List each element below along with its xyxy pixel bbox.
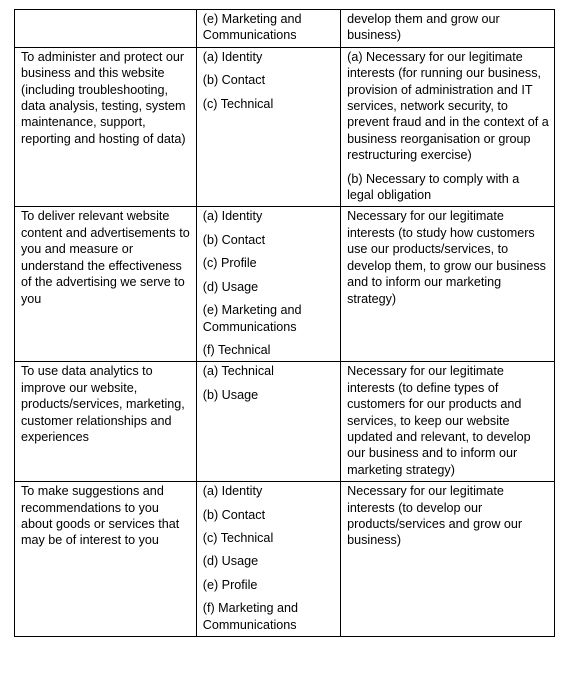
purpose-cell [15, 47, 197, 207]
data-type-list [203, 483, 335, 633]
data-type-item: (e) Marketing and Communications [202, 12, 302, 43]
data-type-list [203, 49, 335, 112]
data-type-item: (c) Technical [202, 530, 274, 545]
data-type-item: (e) Profile [202, 577, 258, 592]
data-type-item: (b) Contact [202, 73, 266, 88]
lawful-basis-cell [341, 47, 555, 207]
data-type-item: (a) Identity [202, 49, 263, 64]
data-type-item: (b) Contact [202, 507, 266, 522]
purpose-text: To administer and protect our business and this website (including troubleshooting, data analysis, testing, system maintenance, support, reporting and hosting of data) [21, 49, 186, 146]
lawful-basis-cell [341, 482, 555, 637]
data-type-list [203, 363, 335, 403]
data-type-item: (b) Usage [202, 387, 259, 402]
data-type-item: (c) Profile [202, 256, 257, 271]
data-type-cell [196, 10, 340, 48]
lawful-basis-list [347, 483, 549, 549]
data-type-item: (b) Contact [202, 232, 266, 247]
table-body [15, 10, 555, 637]
data-type-item: (a) Identity [202, 209, 263, 224]
data-type-item: (f) Technical [202, 342, 271, 357]
lawful-basis-item: (a) Necessary for our legitimate interests (for running our business, provision of administration and IT services, network security, to prevent fraud and in the context of a business reorganisation or group restructuring exercise) [347, 49, 549, 163]
table-row [15, 10, 555, 48]
data-type-cell [196, 362, 340, 482]
data-type-item: (c) Technical [202, 96, 274, 111]
lawful-basis-item: Necessary for our legitimate interests (to define types of customers for our products and services, to keep our website updated and relevant, to develop our business and to inform our marketing strategy) [347, 364, 531, 477]
lawful-basis-item: Necessary for our legitimate interests (to study how customers use our products/services, to develop them, to grow our business and to inform our marketing strategy) [347, 209, 546, 306]
purpose-cell [15, 482, 197, 637]
data-type-item: (e) Marketing and Communications [202, 303, 302, 334]
lawful-basis-list [347, 363, 549, 478]
lawful-basis-cell [341, 207, 555, 362]
purpose-cell [15, 207, 197, 362]
lawful-basis-list [347, 49, 549, 204]
purpose-cell [15, 10, 197, 48]
table-row [15, 482, 555, 637]
lawful-basis-table [14, 9, 555, 637]
purpose-cell [15, 362, 197, 482]
data-type-cell [196, 482, 340, 637]
data-type-item: (f) Marketing and Communications [202, 601, 298, 632]
data-type-cell [196, 47, 340, 207]
lawful-basis-cell [341, 10, 555, 48]
data-type-list [203, 11, 335, 44]
lawful-basis-item: develop them and grow our business) [347, 12, 500, 43]
data-type-item: (a) Identity [202, 484, 263, 499]
data-type-cell [196, 207, 340, 362]
data-type-list [203, 208, 335, 358]
lawful-basis-cell [341, 362, 555, 482]
lawful-basis-item: (b) Necessary to comply with a legal obligation [347, 171, 520, 203]
table-row [15, 207, 555, 362]
lawful-basis-list [347, 11, 549, 44]
lawful-basis-item: Necessary for our legitimate interests (to develop our products/services and grow our business) [347, 484, 523, 548]
purpose-text: To make suggestions and recommendations to you about goods or services that may be of interest to you [21, 484, 180, 548]
lawful-basis-list [347, 208, 549, 306]
table-row [15, 362, 555, 482]
purpose-text: To deliver relevant website content and advertisements to you and measure or understand the effectiveness of the advertising we serve to you [21, 209, 190, 306]
data-type-item: (d) Usage [202, 279, 259, 294]
table-row [15, 47, 555, 207]
data-type-item: (d) Usage [202, 554, 259, 569]
purpose-text: To use data analytics to improve our website, products/services, marketing, customer relationships and experiences [21, 364, 185, 444]
data-type-item: (a) Technical [202, 364, 274, 379]
